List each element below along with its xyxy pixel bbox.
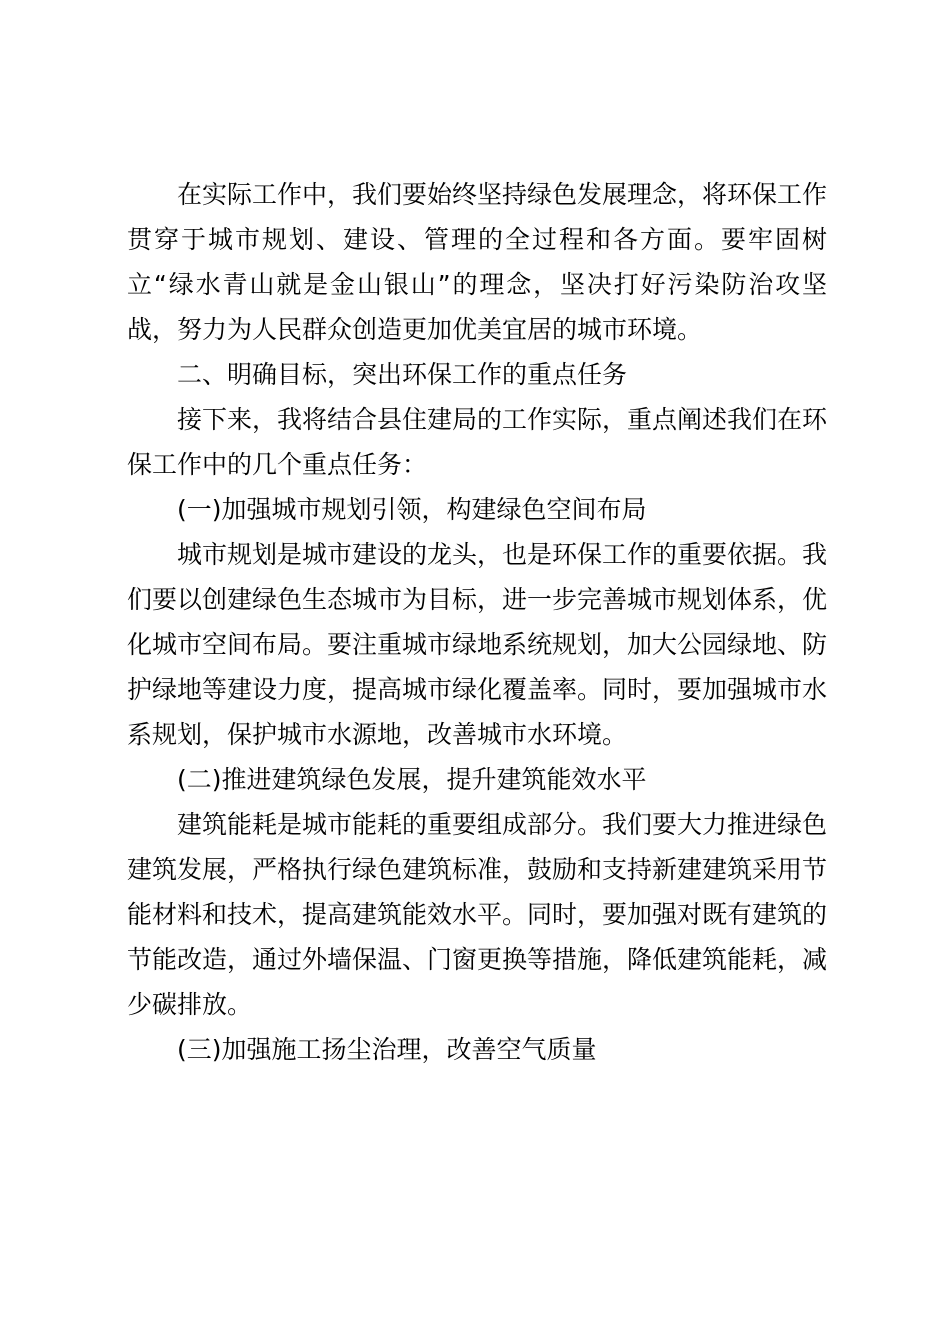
- paragraph-green-development: 在实际工作中，我们要始终坚持绿色发展理念，将环保工作贯穿于城市规划、建设、管理的全过程和各方面。要牢固树立“绿水青山就是金山银山”的理念，坚决打好污染防治攻坚战，努力为人民群众创造更加优美宜居的城市环境。: [127, 180, 828, 344]
- subheading-dust-control: (三)加强施工扬尘治理，改善空气质量: [177, 1035, 597, 1064]
- subheading-urban-planning: (一)加强城市规划引领，构建绿色空间布局: [177, 495, 647, 524]
- paragraph-urban-planning: 城市规划是城市建设的龙头，也是环保工作的重要依据。我们要以创建绿色生态城市为目标，进一步完善城市规划体系，优化城市空间布局。要注重城市绿地系统规划，加大公园绿地、防护绿地等建设力度，提高城市绿化覆盖率。同时，要加强城市水系规划，保护城市水源地，改善城市水环境。: [127, 540, 828, 749]
- section-heading-key-tasks: 二、明确目标，突出环保工作的重点任务: [177, 360, 628, 389]
- subheading-green-building: (二)推进建筑绿色发展，提升建筑能效水平: [177, 765, 647, 794]
- paragraph-green-building: 建筑能耗是城市能耗的重要组成部分。我们要大力推进绿色建筑发展，严格执行绿色建筑标准，鼓励和支持新建建筑采用节能材料和技术，提高建筑能效水平。同时，要加强对既有建筑的节能改造，通过外墙保温、门窗更换等措施，降低建筑能耗，减少碳排放。: [127, 810, 828, 1019]
- paragraph-intro-tasks: 接下来，我将结合县住建局的工作实际，重点阐述我们在环保工作中的几个重点任务：: [127, 405, 828, 479]
- document-body: [127, 172, 827, 1072]
